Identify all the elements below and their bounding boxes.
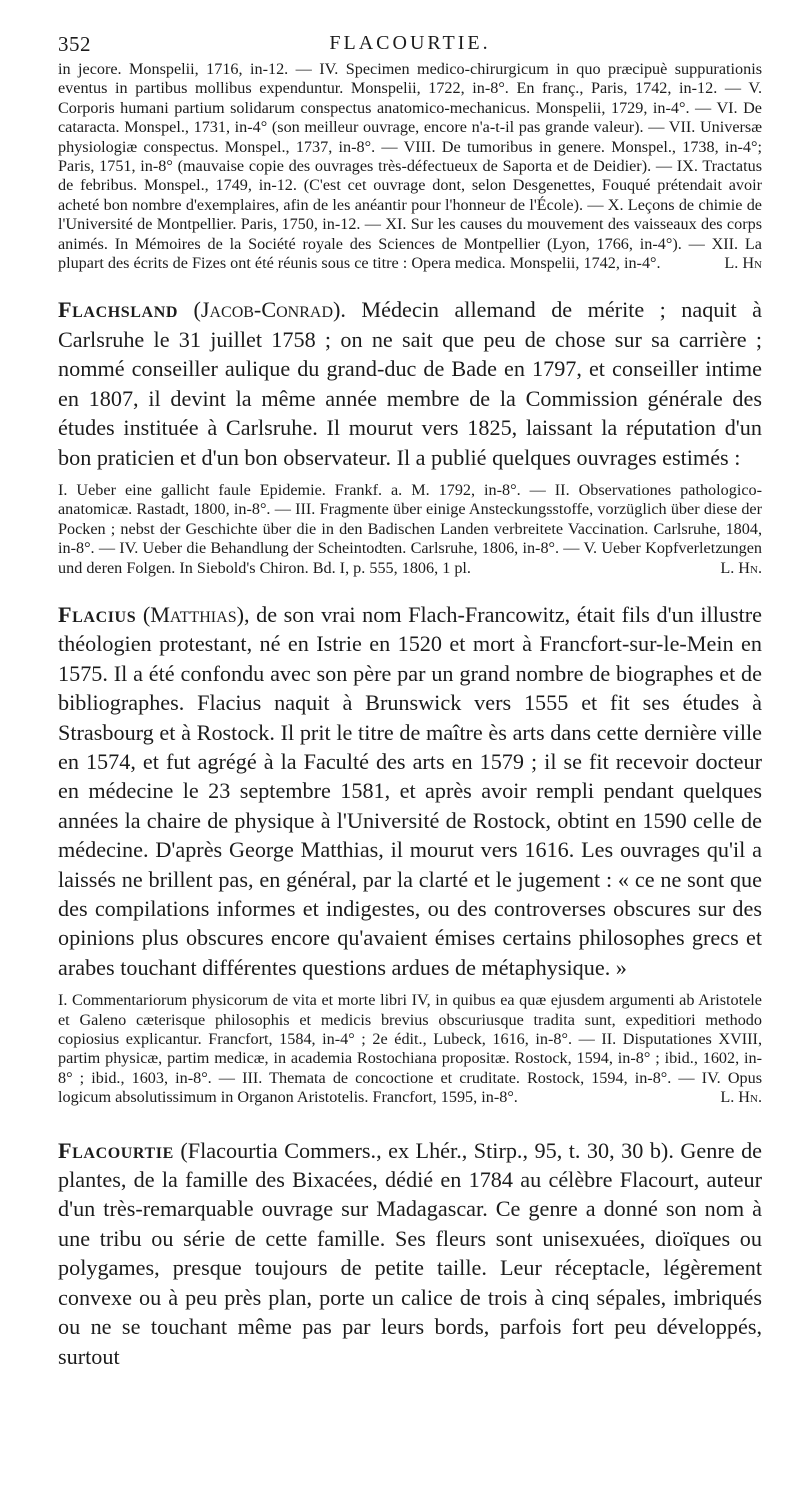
flachsland-names: (Jacob-Conrad). xyxy=(193,297,346,323)
flacius-references: I. Commentariorum physicorum de vita et morte libri IV, in quibus ea quæ ejusdem argumenti ab Aristotele et Galeno cæterisque philosophis et medicis brevius obscuriusque tradita sunt, expeditiori methodo copiosius explicantur. Francfort, 1584, in-4° ; 2e édit., Lubeck, 1616, in-8°. — II. Disputationes XVIII, partim physicæ, partim medicæ, in academia Rostochiana propositæ. Rostock, 1594, in-8° ; ibid., 1602, in-8° ; ibid., 1603, in-8°. — III. Themata de concoctione et cruditate. Rostock, 1594, in-8°. — IV. Opus logicum absolutissimum in Organon Aristotelis. Francfort, 1595, in-8°. xyxy=(58,991,762,1107)
headword-flacourtie: Flacourtie xyxy=(58,1137,174,1163)
flachsland-signature: L. Hn. xyxy=(720,558,762,577)
flachsland-references: I. Ueber eine gallicht faule Epidemie. Frankf. a. M. 1792, in-8°. — II. Observationes pathologico-anatomicæ. Rastadt, 1800, in-8°. — III. Fragmente über einige Ansteckungsstoffe, vorzüglich über diese der Pocken ; nebst der Geschichte über die in den Badischen Landen verbreitete Vaccination. Carlsruhe, 1804, in-8°. — IV. Ueber die Behandlung der Scheintodten. Carlsruhe, 1806, in-8°. — V. Ueber Kopfverletzungen und deren Folgen. In Siebold's Chiron. Bd. I, p. 555, 1806, 1 pl. xyxy=(58,480,762,577)
fizes-signature: L. Hn xyxy=(724,254,762,273)
headword-flacius: Flacius xyxy=(58,601,137,627)
flacius-signature: L. Hn. xyxy=(720,1088,762,1107)
page-number: 352 xyxy=(58,32,91,56)
flacius-names: (Matthias), xyxy=(142,601,250,627)
fizes-bibliography xyxy=(58,60,762,273)
flacourtie-body: Genre de plantes, de la famille des Bixacées, dédié en 1784 au célèbre Flacourt, auteur d'un très-remarquable ouvrage sur Madagascar. Ce genre a donné son nom à une tribu ou série de cette famille. Ses fleurs sont unisexuées, dioïques ou polygames, presque toujours de petite taille. Leur réceptacle, légèrement convexe ou à peu près plan, porte un calice de trois à cinq sépales, imbriqués ou ne se touchant même pas par leurs bords, parfois fort peu développés, surtout xyxy=(58,1137,763,1369)
running-head: FLACOURTIE. xyxy=(329,32,491,54)
flacius-body: de son vrai nom Flach-Francowitz, était fils d'un illustre théologien protestant, né en Istrie en 1520 et mort à Francfort-sur-le-Mein en 1575. Il a été confondu avec son père par un grand nombre de biographes et de bibliographes. Flacius naquit à Brunswick vers 1555 et fit ses études à Strasbourg et à Rostock. Il prit le titre de maître ès arts dans cette dernière ville en 1574, et fut agrégé à la Faculté des arts en 1579 ; il se fit recevoir docteur en médecine le 23 septembre 1581, et après avoir rempli pendant quelques années la chaire de physique à l'Université de Rostock, obtint en 1590 celle de médecine. D'après George Matthias, il mourut vers 1616. Les ouvrages qu'il a laissés ne brillent pas, en général, par la clarté et le jugement : « ce ne sont que des compilations informes et indigestes, ou des controverses obscures sur des opinions plus obscures encore qu'avaient émises certains philosophes grecs et arabes touchant différentes questions ardues de métaphysique. » xyxy=(58,601,763,980)
entry-flacius xyxy=(58,600,762,982)
fizes-references: in jecore. Monspelii, 1716, in-12. — IV. Specimen medico-chirurgicum in quo præcipuè suppurationis eventus in partibus mollibus expenduntur. Monspelii, 1722, in-8°. En franç., Paris, 1742, in-12. — V. Corporis humani partium solidarum conspectus anatomico-mechanicus. Monspelii, 1729, in-4°. — VI. De cataracta. Monspel., 1731, in-4° (son meilleur ouvrage, encore n'a-t-il pas grande valeur). — VII. Universæ physiologiæ conspectus. Monspel., 1737, in-8°. — VIII. De tumoribus in genere. Monspel., 1738, in-4°; Paris, 1751, in-8° (mauvaise copie des ouvrages très-défectueux de Saporta et de Deidier). — IX. Tractatus de febribus. Monspel., 1749, in-12. (C'est cet ouvrage dont, selon Desgenettes, Fouqué prétendait avoir acheté bon nombre d'exemplaires, afin de les anéantir pour l'honneur de l'École). — X. Leçons de chimie de l'Université de Montpellier. Paris, 1750, in-12. — XI. Sur les causes du mouvement des vaisseaux des corps animés. In Mémoires de la Société royale des Sciences de Montpellier (Lyon, 1766, in-4°). — XII. La plupart des écrits de Fizes ont été réunis sous ce titre : Opera medica. Monspelii, 1742, in-4°. xyxy=(58,60,762,273)
flachsland-body: Médecin allemand de mérite ; naquit à Carlsruhe le 31 juillet 1758 ; on ne sait que peu de chose sur sa carrière ; nommé conseiller aulique du grand-duc de Bade en 1797, et conseiller intime en 1807, il devint la même année membre de la Commission générale des études instituée à Carlsruhe. Il mourut vers 1825, laissant la réputation d'un bon praticien et d'un bon observateur. Il a publié quelques ouvrages estimés : xyxy=(58,297,763,470)
entry-flachsland xyxy=(58,295,762,471)
entry-flacourtie xyxy=(58,1136,762,1371)
headword-flachsland: Flachsland xyxy=(58,297,179,323)
flacius-bibliography xyxy=(58,991,762,1107)
page-header xyxy=(58,30,762,60)
flachsland-bibliography xyxy=(58,481,762,578)
flacourtie-names: (Flacourtia Commers., ex Lhér., Stirp., 95, t. 30, 30 b). xyxy=(180,1137,674,1163)
